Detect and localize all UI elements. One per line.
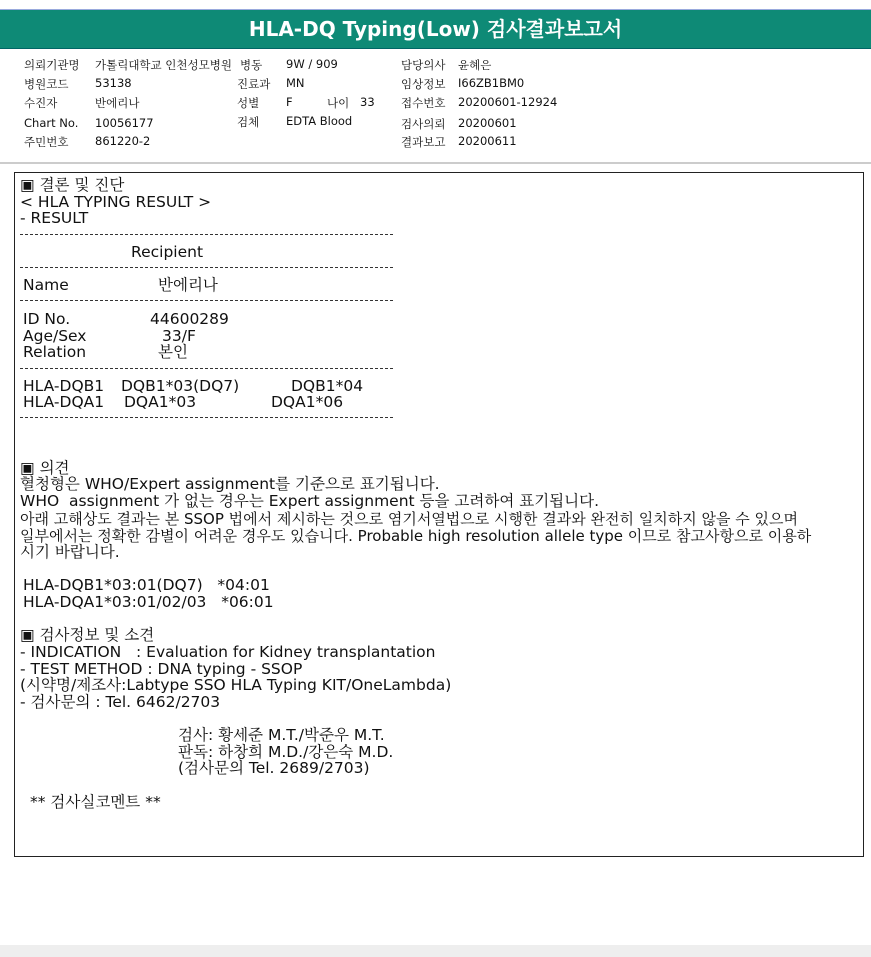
- test-method: - TEST METHOD : DNA typing - SSOP: [20, 660, 303, 678]
- receipt-value: 20200601-12924: [458, 95, 558, 109]
- receipt-label: 접수번호: [401, 96, 446, 110]
- report-date-value: 20200611: [458, 134, 517, 148]
- contact-2: (검사문의 Tel. 2689/2703): [178, 759, 370, 777]
- opinion-heading: ▣ 의견: [20, 459, 70, 477]
- dept-label: 진료과: [237, 77, 271, 91]
- doctor-label: 담당의사: [401, 58, 446, 72]
- dqa1-allele-2: DQA1*06: [271, 393, 344, 411]
- header-divider: [0, 162, 871, 164]
- sex-value: F: [286, 95, 293, 109]
- report-title: HLA-DQ Typing(Low) 검사결과보고서: [0, 9, 871, 49]
- dqb1-allele-1: DQB1*03(DQ7): [121, 377, 240, 395]
- patient-label: 수진자: [24, 96, 58, 110]
- result-label: - RESULT: [20, 209, 89, 227]
- opinion-line-2: WHO assignment 가 없는 경우는 Expert assignment 등을 고려하여 표기됩니다.: [20, 492, 600, 510]
- sex-label: 성별: [237, 96, 260, 110]
- divider: [20, 300, 393, 301]
- divider: [20, 267, 393, 268]
- specimen-label: 검체: [237, 115, 260, 129]
- hires-dqb1: HLA-DQB1*03:01(DQ7) *04:01: [23, 576, 270, 594]
- code-value: 53138: [95, 76, 132, 90]
- hospital-value: 가톨릭대학교 인천성모병원: [95, 58, 232, 72]
- opinion-line-5: 시기 바랍니다.: [20, 543, 120, 561]
- chart-label: Chart No.: [24, 116, 79, 130]
- id-label: ID No.: [23, 310, 71, 328]
- ward-label: 병동: [240, 58, 263, 72]
- clinical-label: 임상정보: [401, 77, 446, 91]
- hires-dqa1: HLA-DQA1*03:01/02/03 *06:01: [23, 593, 274, 611]
- relation-value: 본인: [158, 343, 188, 361]
- request-value: 20200601: [458, 116, 517, 130]
- conclusion-heading: ▣ 결론 및 진단: [20, 176, 125, 194]
- name-label: Name: [23, 276, 69, 294]
- chart-value: 10056177: [95, 116, 154, 130]
- report-body: [14, 172, 864, 857]
- indication: - INDICATION : Evaluation for Kidney transplantation: [20, 643, 436, 661]
- id-value: 44600289: [150, 310, 229, 328]
- bottom-strip: [0, 945, 871, 957]
- reader: 판독: 하창희 M.D./강은숙 M.D.: [178, 743, 394, 761]
- age-label: 나이: [327, 96, 350, 110]
- doctor-value: 윤혜은: [458, 58, 492, 72]
- ward-value: 9W / 909: [286, 57, 338, 71]
- report-date-label: 결과보고: [401, 135, 446, 149]
- agesex-value: 33/F: [162, 327, 196, 345]
- divider: [20, 234, 393, 235]
- reagent: (시약명/제조사:Labtype SSO HLA Typing KIT/OneLambda): [20, 676, 452, 694]
- dqa1-allele-1: DQA1*03: [124, 393, 197, 411]
- specimen-value: EDTA Blood: [286, 114, 353, 128]
- rrn-label: 주민번호: [24, 135, 69, 149]
- relation-label: Relation: [23, 343, 87, 361]
- clinical-value: I66ZB1BM0: [458, 76, 525, 90]
- typing-heading: < HLA TYPING RESULT >: [20, 193, 212, 211]
- divider: [20, 368, 393, 369]
- dqb1-allele-2: DQB1*04: [291, 377, 364, 395]
- code-label: 병원코드: [24, 77, 69, 91]
- request-label: 검사의뢰: [401, 117, 446, 131]
- lab-comment: ** 검사실코멘트 **: [30, 793, 161, 811]
- age-value: 33: [360, 95, 375, 109]
- dqb1-label: HLA-DQB1: [23, 377, 105, 395]
- contact: - 검사문의 : Tel. 6462/2703: [20, 693, 221, 711]
- agesex-label: Age/Sex: [23, 327, 87, 345]
- examiner: 검사: 황세준 M.T./박준우 M.T.: [178, 726, 385, 744]
- rrn-value: 861220-2: [95, 134, 151, 148]
- dqa1-label: HLA-DQA1: [23, 393, 105, 411]
- opinion-line-4: 일부에서는 정확한 감별이 어려운 경우도 있습니다. Probable high resolution allele type 이므로 참고사항으로 이용하: [20, 527, 812, 545]
- opinion-line-1: 혈청형은 WHO/Expert assignment를 기준으로 표기됩니다.: [20, 475, 440, 493]
- hospital-label: 의뢰기관명: [24, 58, 80, 72]
- name-value: 반에리나: [158, 276, 218, 294]
- patient-value: 반에리나: [95, 96, 140, 110]
- divider: [20, 417, 393, 418]
- info-heading: ▣ 검사정보 및 소견: [20, 626, 155, 644]
- recipient-label: Recipient: [131, 243, 204, 261]
- opinion-line-3: 아래 고해상도 결과는 본 SSOP 법에서 제시하는 것으로 염기서열법으로 시행한 결과와 완전히 일치하지 않을 수 있으며: [20, 510, 798, 528]
- dept-value: MN: [286, 76, 305, 90]
